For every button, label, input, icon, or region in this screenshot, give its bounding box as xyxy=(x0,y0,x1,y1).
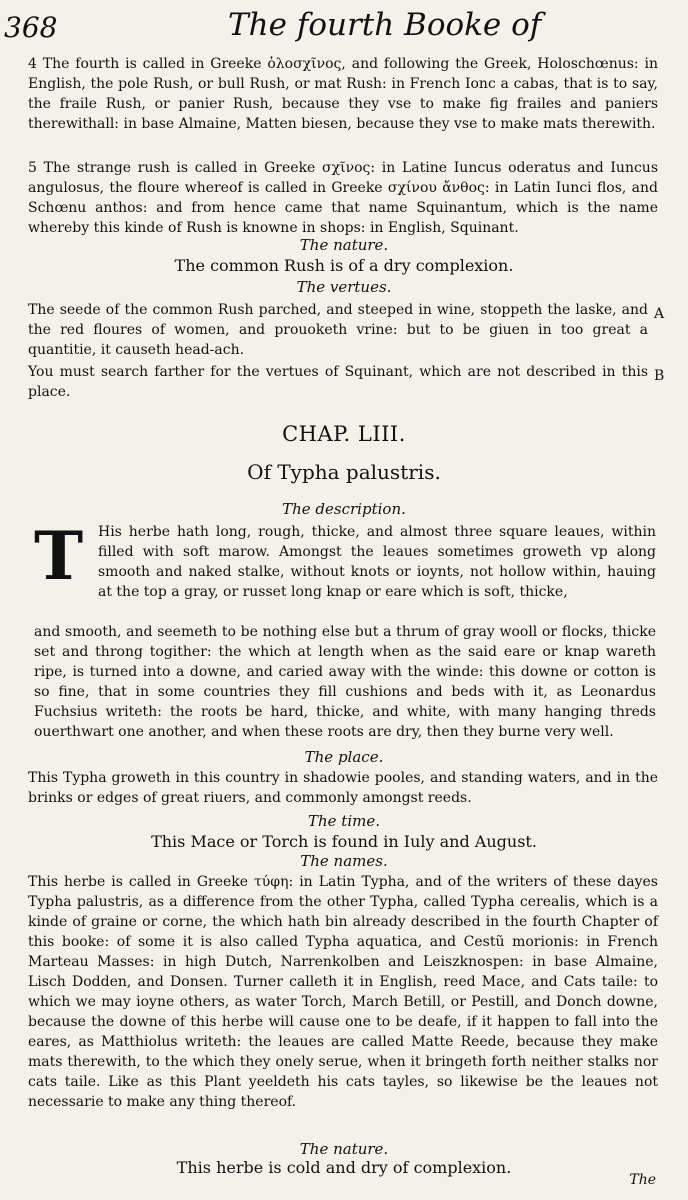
description-opening: His herbe hath long, rough, thicke, and almost three square leaues, within filled with soft marow. Amongst the leaues sometimes groweth vp along smooth and naked stalke, without knots or ioynts, not hollow within, hauing at the top a gray, or russet long knap or eare which is soft, thicke, xyxy=(98,524,656,600)
names-heading: The names. xyxy=(300,852,388,870)
description-heading: The description. xyxy=(282,500,406,518)
page-number: 368 xyxy=(4,11,58,44)
paragraph-5: 5 The strange rush is called in Greeke σχῖνος: in Latine Iuncus oderatus and Iuncus angulosus, the floure whereof is called in Greeke σχίνου ἄνθος: in Latin Iunci flos, and Schœnu anthos: and from hence came that name Squinantum, which is the name whereby this kinde of Rush is knowne in shops: in English, Squinant. xyxy=(28,160,658,236)
time-heading: The time. xyxy=(307,812,380,830)
chapter-number: CHAP. LIII. xyxy=(282,422,406,446)
paragraph-4: 4 The fourth is called in Greeke ὁλοσχῖνος, and following the Greek, Holoschœnus: in English, the pole Rush, or bull Rush, or mat Rush: in French Ionc a cabas, that is to say, the fraile Rush, or panier Rush, because they vse to make fig frailes and paniers therewithall: in base Almaine, Matten biesen, because they vse to make mats therewith. xyxy=(28,56,658,132)
catchword: The xyxy=(629,1172,656,1188)
vertues-text-2: You must search farther for the vertues of Squinant, which are not described in this place. xyxy=(28,364,648,400)
names-text: This herbe is called in Greeke τύφη: in Latin Typha, and of the writers of these dayes Typha palustris, as a difference from the other Typha, called Typha cerealis, which is a kinde of graine or corne, the which hath bin already described in the fourth Chapter of this booke: of some it is also called Typha aquatica, and Cestũ morionis: in French Marteau Masses: in high Dutch, Narrenkolben and Leiszknospen: in base Almaine, Lisch Dodden, and Donsen. Turner calleth it in English, reed Mace, and Cats taile: to which we may ioyne others, as water Torch, March Betill, or Pestill, and Donch downe, because the downe of this herbe will cause one to be deafe, if it happen to fall into the eares, as Matthiolus writeth: the leaues are called Matte Reede, because they make mats therewith, to the which they onely serue, when it bringeth forth neither stalks nor cats taile. Like as this Plant yeeldeth his cats tayles, so likewise be the leaues not necessarie to make any thing thereof. xyxy=(28,874,658,1110)
margin-letter-a: A xyxy=(654,306,665,322)
running-head: The fourth Booke of xyxy=(228,7,542,43)
nature-text: The common Rush is of a dry complexion. xyxy=(174,256,514,275)
place-heading: The place. xyxy=(304,748,384,766)
margin-letter-b: B xyxy=(654,368,665,384)
page-header xyxy=(0,0,688,44)
vertues-text: The seede of the common Rush parched, and steeped in wine, stoppeth the laske, and the red floures of women, and prouoketh vrine: but to be giuen in too great a quantitie, it causeth head-ach. xyxy=(28,302,648,358)
vertues-heading: The vertues. xyxy=(296,278,392,296)
nature-heading: The nature. xyxy=(299,236,389,254)
drop-cap: T xyxy=(34,517,84,595)
description-text: and smooth, and seemeth to be nothing else but a thrum of gray wooll or flocks, thicke set and throng togither: the which at length when as the said eare or knap wareth ripe, is turned into a downe, and caried away with the winde: this downe or cotton is so fine, that in some countries they fill cushions and beds with it, as Leonardus Fuchsius writeth: the roots be hard, thicke, and white, with many hanging threds ouerthwart one another, and when these roots are dry, then they burne very well. xyxy=(34,624,656,740)
second-nature-heading: The nature. xyxy=(299,1140,389,1158)
chapter-title: Of Typha palustris. xyxy=(247,460,441,484)
place-text: This Typha groweth in this country in shadowie pooles, and standing waters, and in the brinks or edges of great riuers, and commonly amongst reeds. xyxy=(28,770,658,806)
second-nature-text: This herbe is cold and dry of complexion. xyxy=(176,1158,512,1177)
time-text: This Mace or Torch is found in Iuly and August. xyxy=(151,832,537,851)
